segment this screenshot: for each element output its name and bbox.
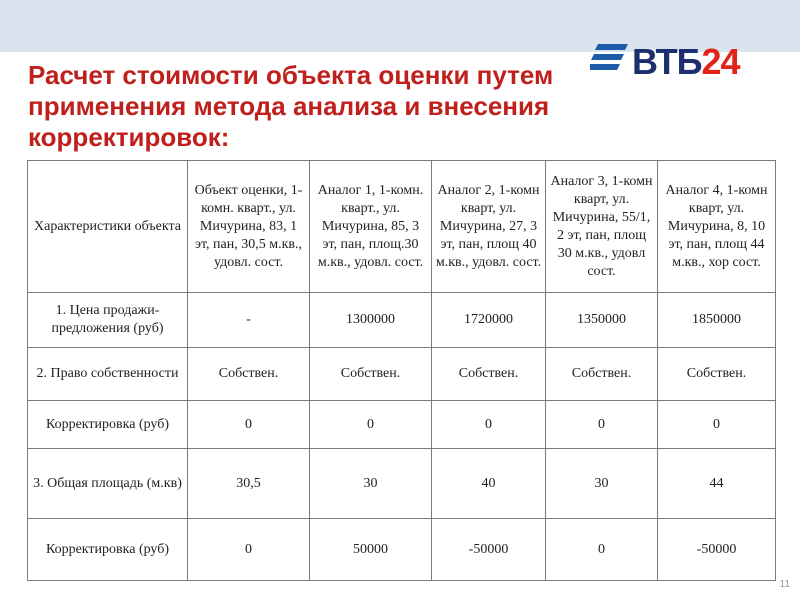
table-cell: 30 [546,449,658,519]
table-cell: 1300000 [310,293,432,348]
table-cell: 0 [188,401,310,449]
table-cell: -50000 [658,519,776,581]
comparison-table [27,160,776,581]
header-cell: Аналог 4, 1-комн кварт, ул. Мичурина, 8, 10 эт, пан, площ 44 м.кв., хор сост. [658,161,776,293]
row-label: 3. Общая площадь (м.кв) [28,449,188,519]
table-cell: Собствен. [432,348,546,401]
table-cell: Собствен. [546,348,658,401]
header-cell: Объект оценки, 1-комн. кварт., ул. Мичурина, 83, 1 эт, пан, 30,5 м.кв., удовл. сост. [188,161,310,293]
table-cell: -50000 [432,519,546,581]
logo-number: 24 [701,41,740,82]
header-cell: Характеристики объекта [28,161,188,293]
row-label: 1. Цена продажи-предложения (руб) [28,293,188,348]
header-cell: Аналог 2, 1-комн кварт, ул. Мичурина, 27, 3 эт, пан, площ 40 м.кв., удовл. сост. [432,161,546,293]
table-cell: 0 [546,401,658,449]
table-cell: 40 [432,449,546,519]
row-label: Корректировка (руб) [28,401,188,449]
table-cell: Собствен. [658,348,776,401]
table-row [28,293,776,348]
table-cell: 30 [310,449,432,519]
row-label: 2. Право собственности [28,348,188,401]
row-label: Корректировка (руб) [28,519,188,581]
table-cell: Собствен. [188,348,310,401]
header-cell: Аналог 3, 1-комн кварт, ул. Мичурина, 55/1, 2 эт, пан, площ 30 м.кв., удовл сост. [546,161,658,293]
table-cell: 0 [546,519,658,581]
table-row [28,519,776,581]
table-cell: 1350000 [546,293,658,348]
page-title: Расчет стоимости объекта оценки путем применения метода анализа и внесения корректировок: [28,60,554,152]
table-cell: 44 [658,449,776,519]
table-cell: 50000 [310,519,432,581]
header-cell: Аналог 1, 1-комн. кварт., ул. Мичурина, 85, 3 эт, пан, площ.30 м.кв., удовл. сост. [310,161,432,293]
table-cell: 0 [310,401,432,449]
table-cell: 0 [658,401,776,449]
table-cell: 0 [188,519,310,581]
table-cell: 1850000 [658,293,776,348]
table-row [28,449,776,519]
table-cell: 0 [432,401,546,449]
table-row [28,348,776,401]
table-row [28,401,776,449]
table-cell: - [188,293,310,348]
table-cell: 1720000 [432,293,546,348]
page-number: 11 [779,579,790,590]
table-cell: 30,5 [188,449,310,519]
table-header-row [28,161,776,293]
table-cell: Собствен. [310,348,432,401]
logo-letters: ВТБ [632,41,702,82]
